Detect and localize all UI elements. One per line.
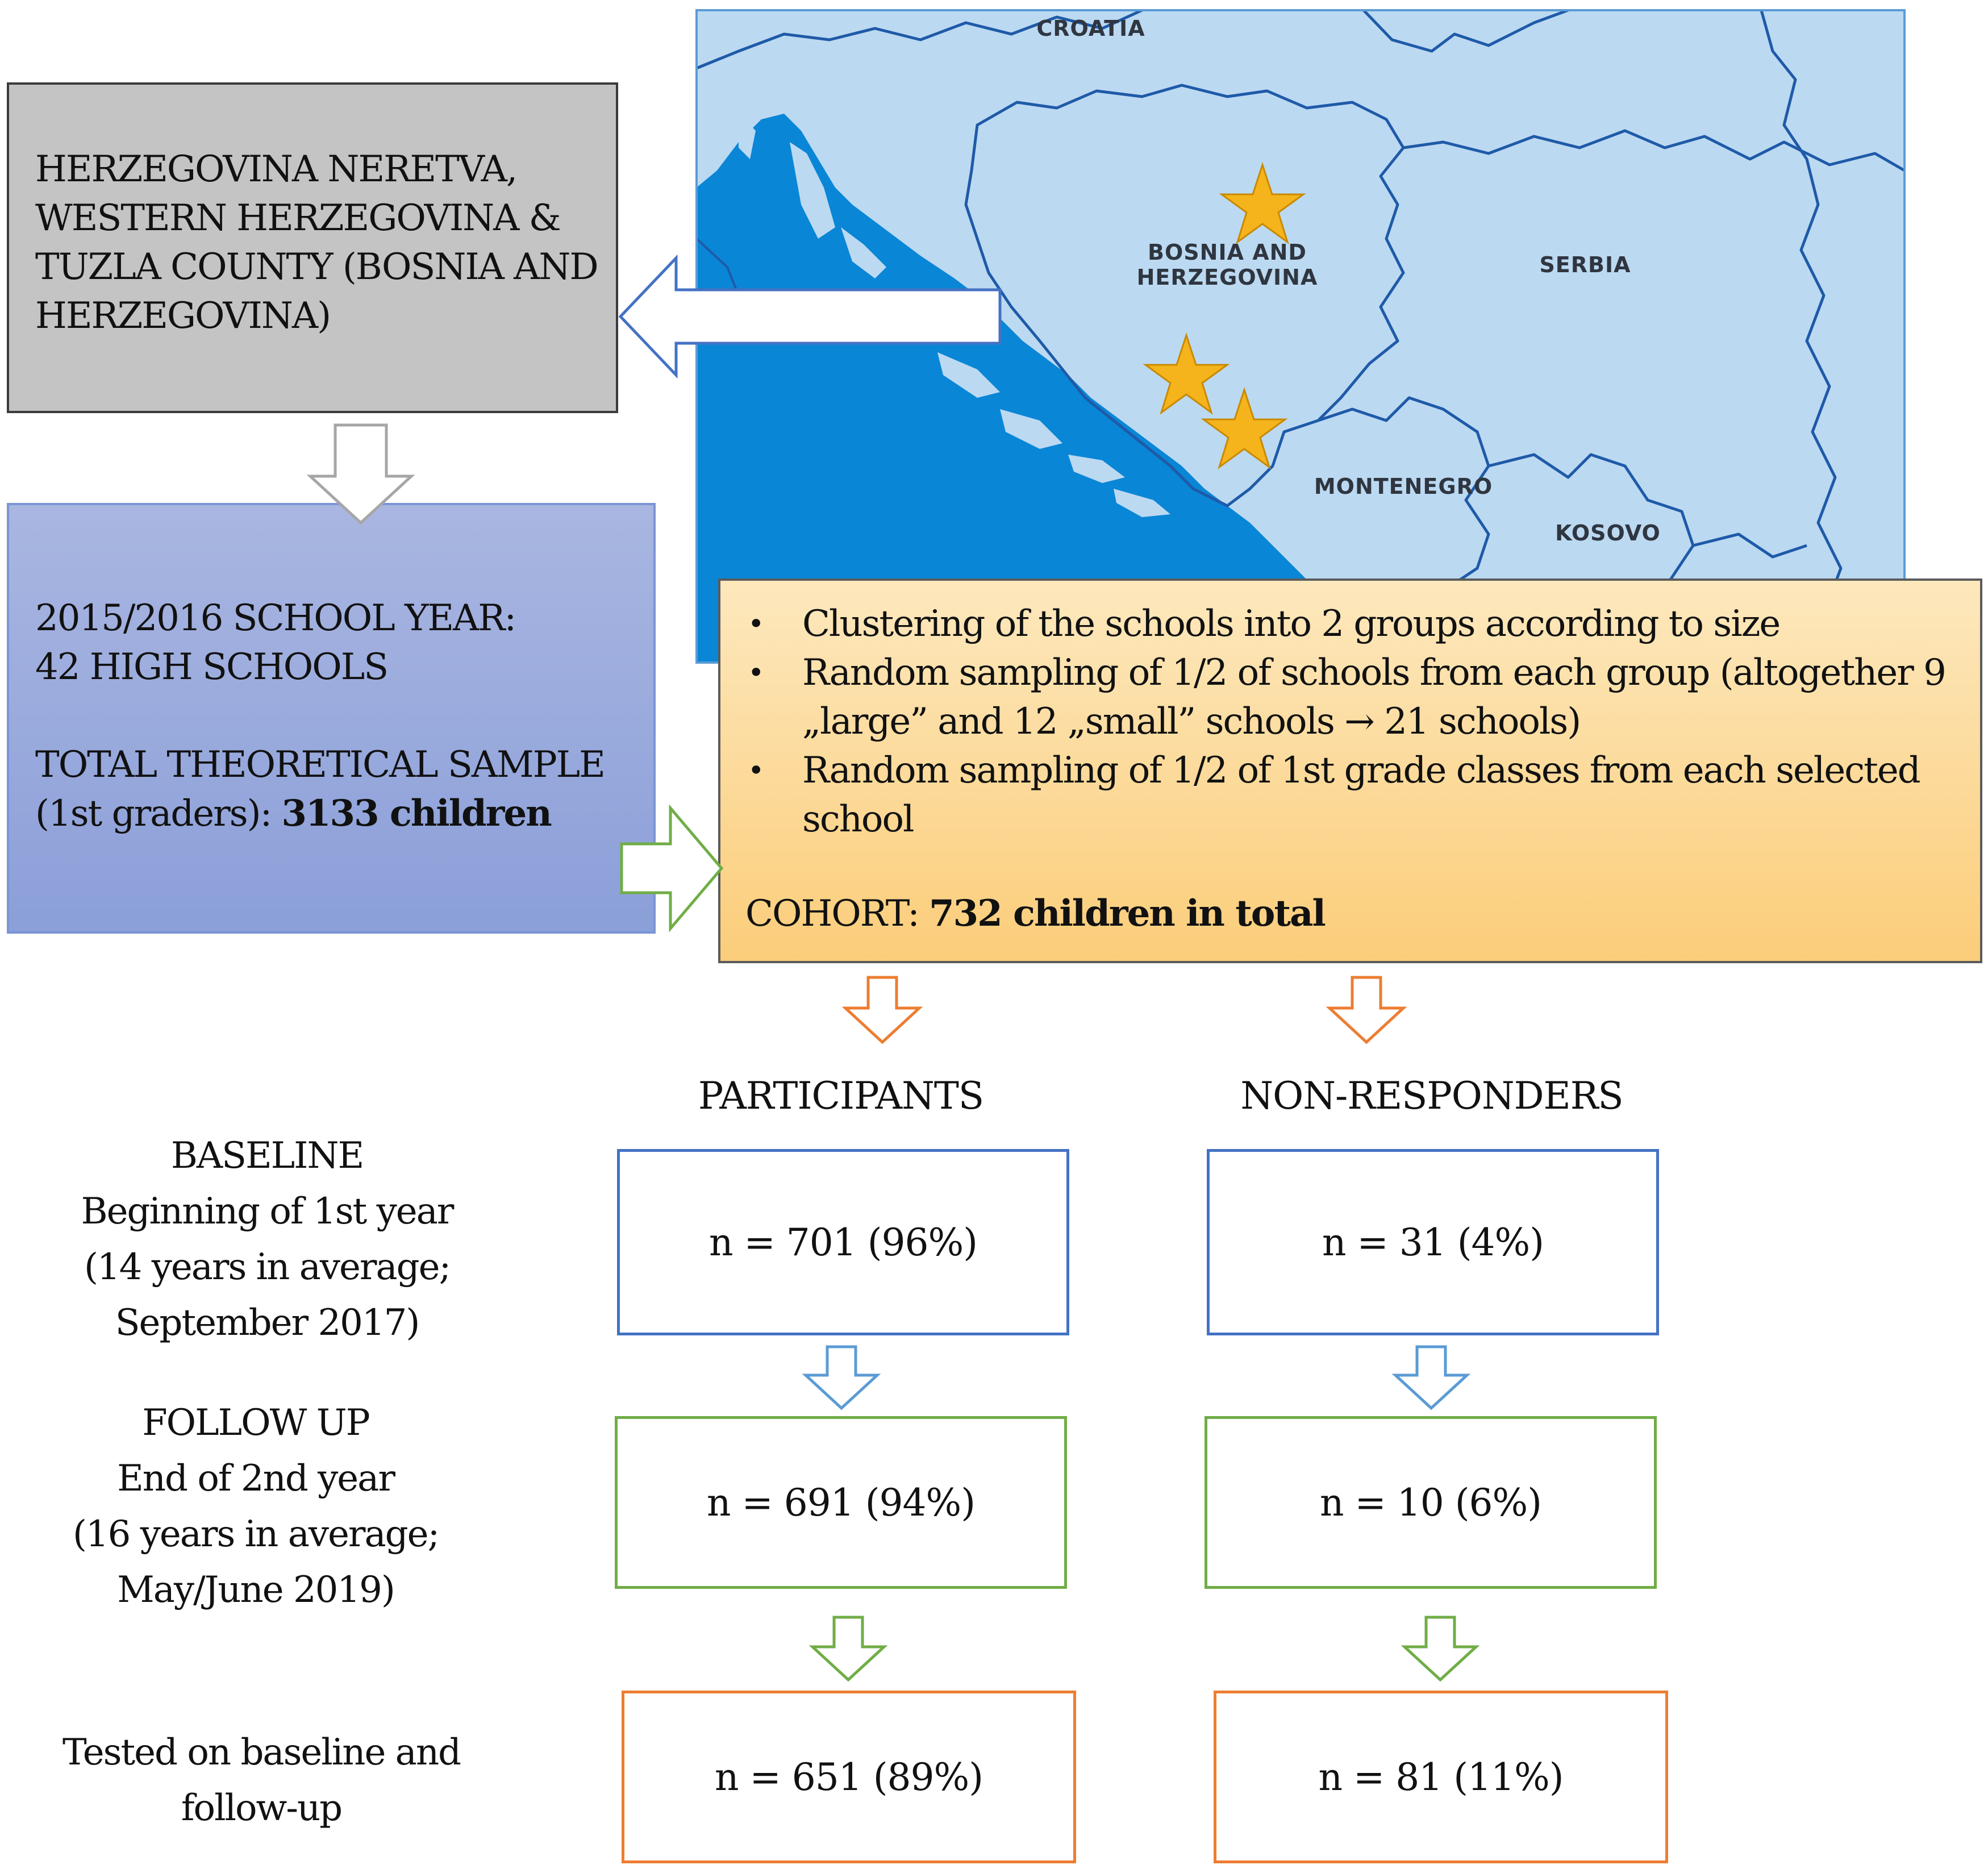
map-label-bosnia-and-herzegovina: BOSNIA AND HERZEGOVINA [1136, 240, 1318, 290]
arrow-down-icon [1329, 977, 1403, 1042]
sampling-step: • Random sampling of 1/2 of schools from each group (altogether 9 „large” and 12 „small” schools → 21 schools) [745, 648, 1967, 746]
stage-detail: (16 years in average; [72, 1513, 439, 1555]
cohort-label: COHORT: [745, 893, 930, 935]
map-label-croatia: CROATIA [1036, 16, 1145, 41]
arrow-down-icon [845, 977, 919, 1042]
participants-follow-up-box [615, 1416, 1067, 1589]
non-responders-heading: NON-RESPONDERS [1240, 1074, 1623, 1118]
stage-label-follow-up [0, 1395, 511, 1618]
non-responders-baseline-box [1207, 1149, 1659, 1335]
non-responders-follow-up-box [1205, 1416, 1657, 1589]
high-schools-line: 42 HIGH SCHOOLS [35, 646, 388, 688]
stage-detail: May/June 2019) [117, 1569, 394, 1611]
non-responders-tested-box [1214, 1691, 1668, 1863]
participants-baseline-count: n = 701 (96%) [709, 1220, 977, 1264]
stage-title: Tested on baseline and [62, 1731, 460, 1774]
non-responders-baseline-count: n = 31 (4%) [1322, 1220, 1544, 1264]
stage-label-tested [6, 1725, 517, 1836]
sampling-step: • Random sampling of 1/2 of 1st grade classes from each selected school [745, 746, 1967, 844]
map-label-serbia: SERBIA [1539, 252, 1631, 277]
stage-detail: September 2017) [115, 1302, 419, 1344]
arrow-down-icon [806, 1347, 877, 1408]
theoretical-sample-label: TOTAL THEORETICAL SAMPLE (1st graders): [35, 744, 605, 835]
participants-heading: PARTICIPANTS [698, 1074, 984, 1118]
arrow-right-icon [622, 808, 722, 929]
arrow-left-icon [620, 258, 1000, 375]
theoretical-sample-count: 3133 children [281, 792, 551, 835]
stage-detail: follow-up [181, 1787, 342, 1829]
stage-title: FOLLOW UP [142, 1402, 369, 1444]
participants-baseline-box [617, 1149, 1069, 1335]
arrow-down-icon [310, 425, 411, 523]
arrow-down-icon [1395, 1347, 1467, 1408]
participants-tested-box [622, 1691, 1076, 1863]
participants-follow-up-count: n = 691 (94%) [707, 1480, 975, 1525]
participants-tested-count: n = 651 (89%) [715, 1755, 983, 1799]
map-label-montenegro: MONTENEGRO [1314, 474, 1493, 499]
non-responders-tested-count: n = 81 (11%) [1318, 1755, 1564, 1799]
stage-label-baseline [11, 1128, 523, 1351]
stage-detail: (14 years in average; [84, 1246, 451, 1288]
stage-title: BASELINE [170, 1135, 364, 1177]
arrow-down-icon [812, 1617, 884, 1680]
sampling-step: • Clustering of the schools into 2 groups according to size [745, 600, 1967, 648]
cohort-count: 732 children in total [929, 892, 1325, 935]
arrow-down-icon [1404, 1617, 1476, 1680]
counties-text: HERZEGOVINA NERETVA, WESTERN HERZEGOVINA & TUZLA COUNTY (BOSNIA AND HERZEGOVINA) [35, 148, 598, 337]
non-responders-follow-up-count: n = 10 (6%) [1320, 1480, 1541, 1525]
school-year-line: 2015/2016 SCHOOL YEAR: [35, 597, 515, 639]
stage-detail: End of 2nd year [117, 1458, 394, 1500]
map-label-kosovo: KOSOVO [1555, 521, 1661, 546]
stage-detail: Beginning of 1st year [81, 1191, 453, 1233]
